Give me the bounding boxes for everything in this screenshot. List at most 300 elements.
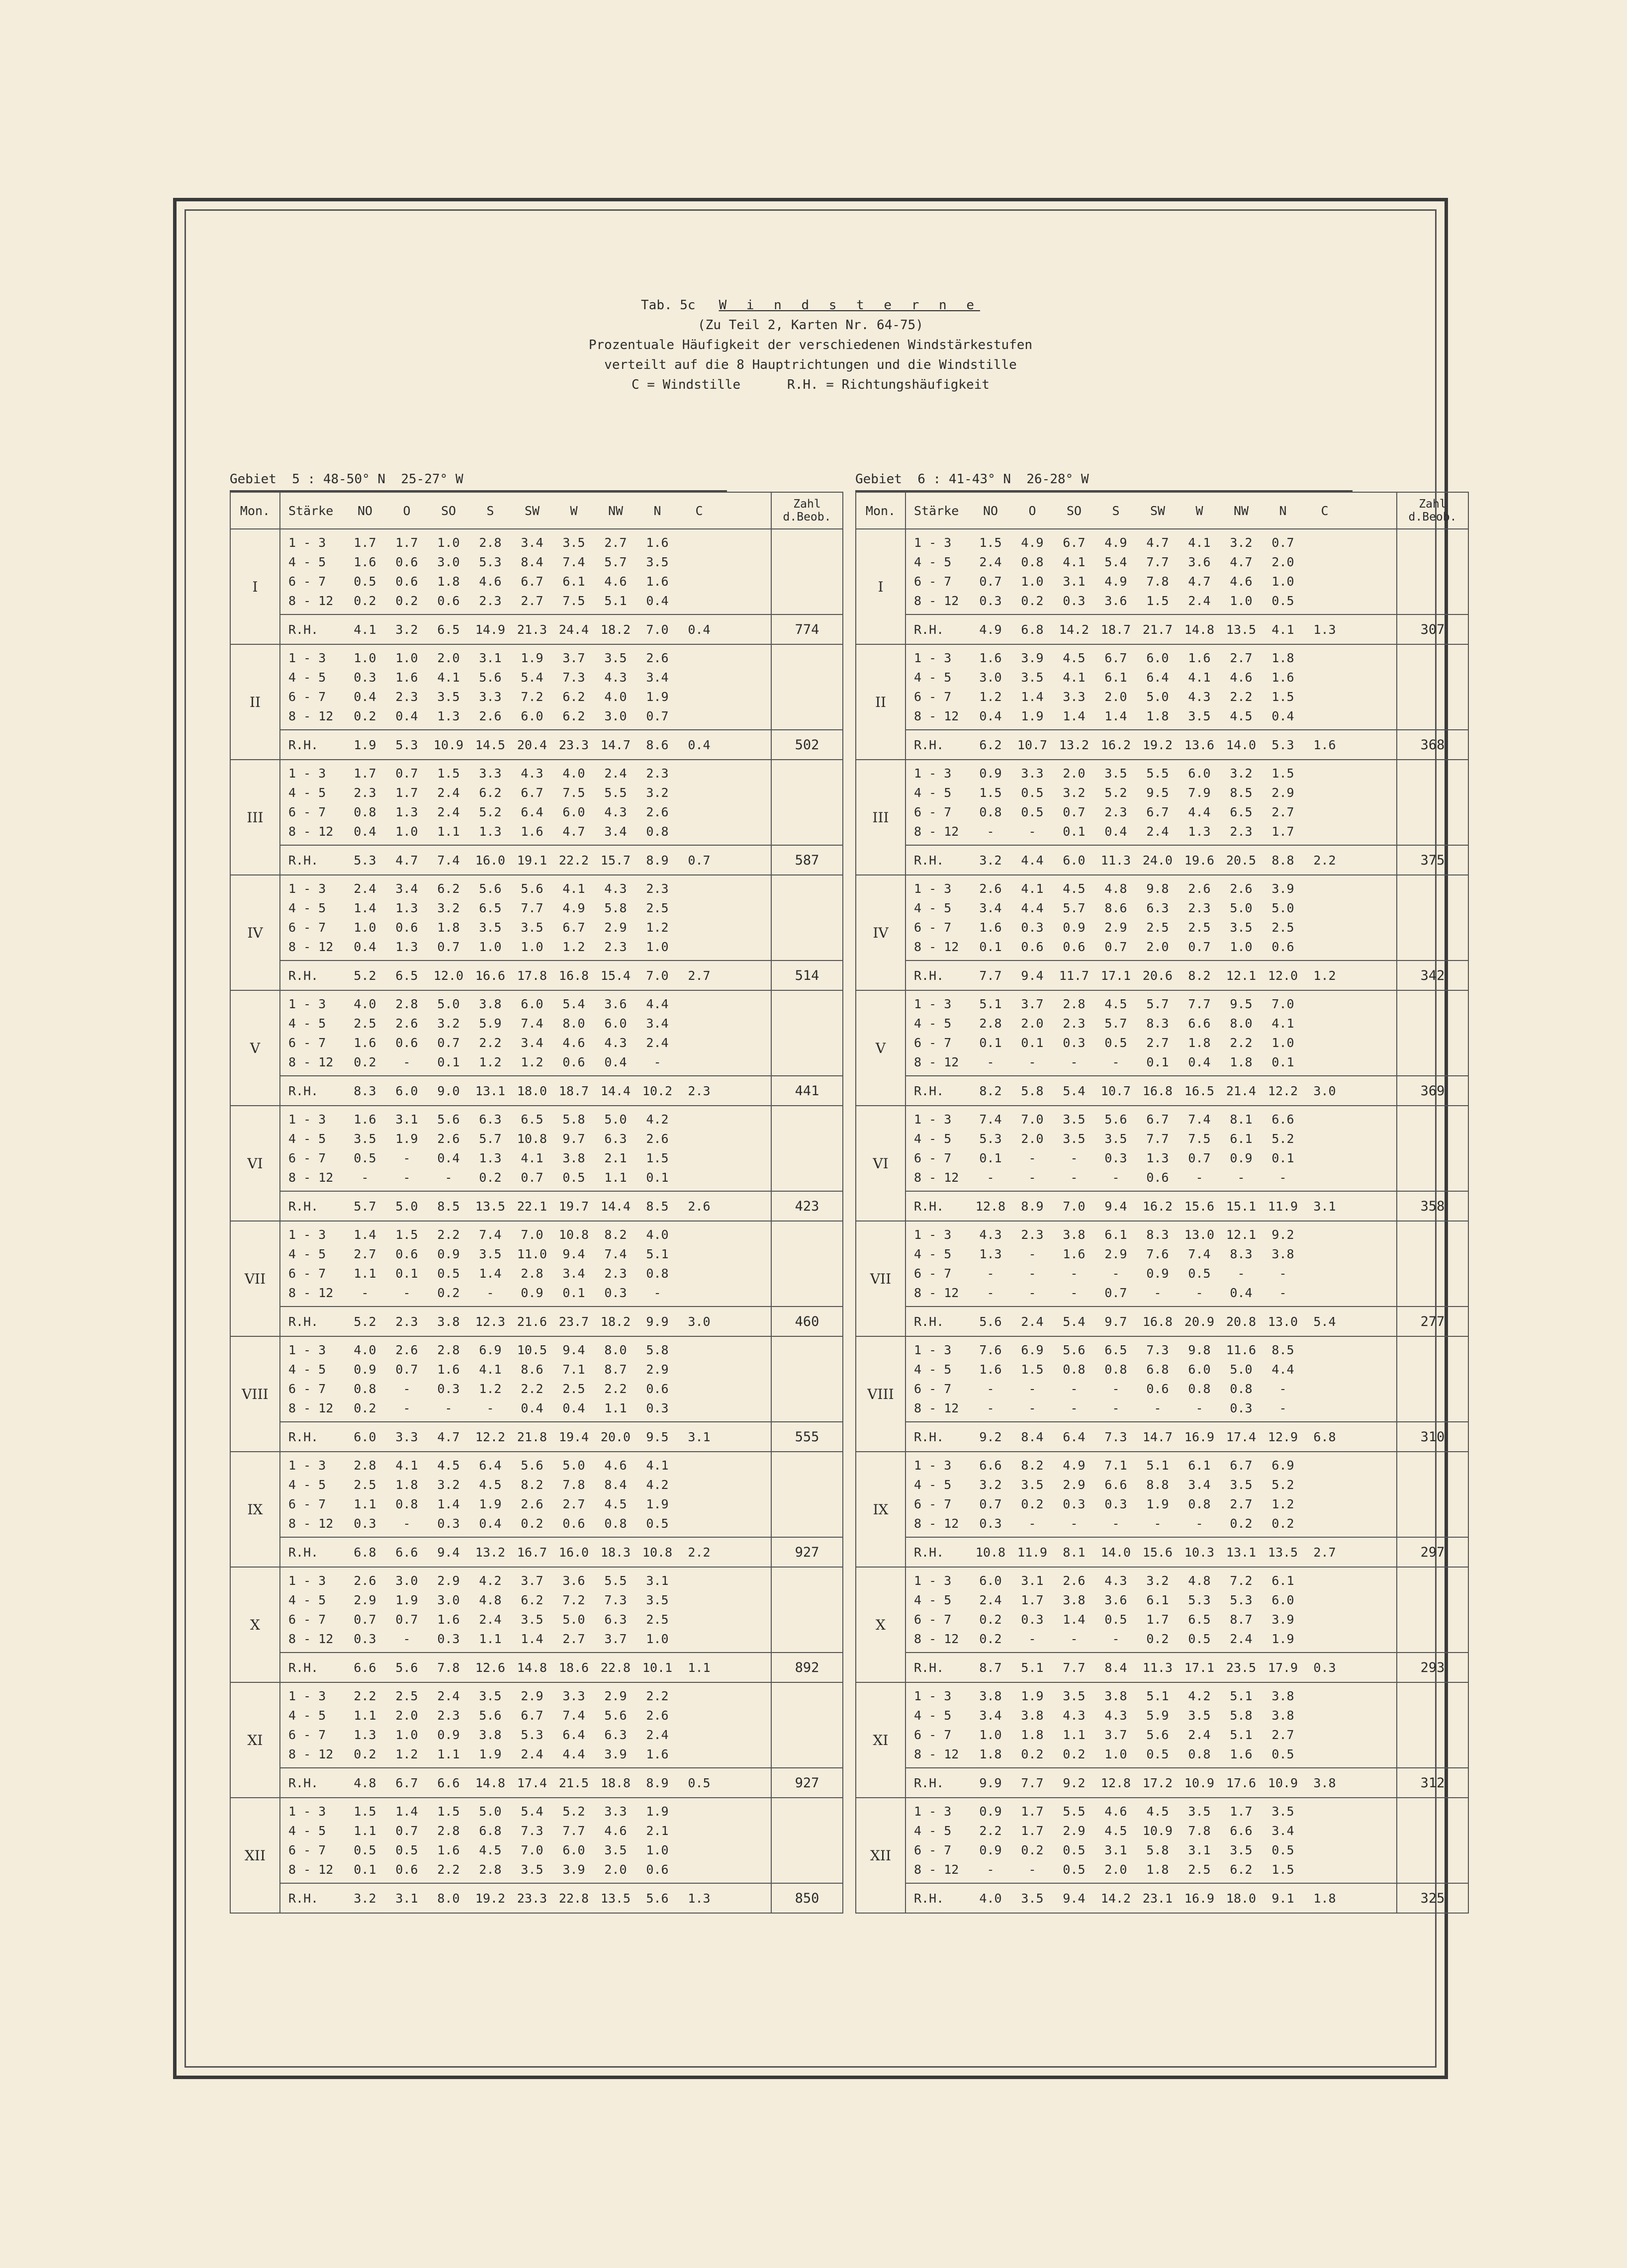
stufe-label: 1 - 3 [914,1689,952,1703]
col-header-direction: SO [1066,503,1082,518]
value-cell [678,572,720,591]
value-cell: 0.7 [437,940,460,954]
value-cell: 6.5 [1104,1343,1127,1357]
value-cell: 2.7 [354,1247,376,1261]
value-cell: - [1237,1170,1245,1185]
rh-value: 14.7 [1142,1429,1173,1444]
rh-value: 5.3 [395,737,418,752]
value-cell: 6.6 [1230,1824,1253,1838]
month-label: X [230,1567,280,1682]
value-cell: 1.0 [521,940,543,954]
value-cell: 0.1 [1271,1055,1294,1069]
rh-value: 18.0 [1226,1891,1257,1906]
month-block [856,990,1468,1076]
col-header-direction: SW [1150,503,1166,518]
value-cell [1304,1494,1346,1514]
value-cell: 0.9 [1063,920,1085,935]
rh-value: 5.4 [1063,1083,1085,1098]
rh-value: 23.5 [1226,1660,1257,1675]
value-cell: 5.0 [604,1112,627,1127]
value-cell: 2.2 [979,1824,1002,1838]
value-cell: 4.3 [604,670,627,685]
count-blank-cell [1397,1452,1468,1537]
value-cell: 2.3 [646,766,669,781]
value-cell: 3.5 [604,1843,627,1857]
value-cell: 8.6 [1104,901,1127,915]
value-cell: 0.3 [979,594,1002,608]
col-header-direction: SW [524,503,540,518]
tab-number: Tab. 5c [641,298,696,313]
value-cell: 2.4 [354,881,376,896]
value-cell: - [1070,1151,1078,1165]
value-cell: 6.0 [562,1843,585,1857]
value-cell: 0.3 [354,1516,376,1531]
value-cell: 0.5 [646,1516,669,1531]
value-cell: 1.6 [979,920,1002,935]
rh-grid [280,1423,771,1451]
value-cell: 7.5 [562,785,585,800]
value-cell: 4.1 [521,1151,543,1165]
stufen-block [905,1221,1397,1307]
value-cell: 3.7 [521,1573,543,1588]
value-cell: 2.4 [521,1747,543,1761]
value-cell: 1.9 [395,1132,418,1146]
value-cell: 6.8 [1146,1362,1169,1377]
value-cell: 2.5 [646,901,669,915]
stufe-label: 4 - 5 [914,1593,952,1607]
rh-value: 16.6 [475,968,506,983]
stufe-label: 6 - 7 [914,1612,952,1627]
rh-label: R.H. [914,1199,944,1214]
value-cell: 3.1 [1021,1573,1044,1588]
value-cell: 0.3 [1230,1401,1253,1415]
rh-row [230,1307,843,1336]
rh-value: 0.4 [688,737,711,752]
rh-value: 13.1 [1226,1545,1257,1560]
month-label: I [856,529,905,644]
stufe-label: 8 - 12 [914,940,959,954]
rh-value: 21.5 [558,1775,589,1790]
rh-value: 4.9 [979,622,1002,637]
value-cell: 3.5 [1063,1689,1085,1703]
month-label: IX [856,1452,905,1567]
value-cell: 4.1 [479,1362,502,1377]
month-label: V [856,990,905,1106]
value-cell [678,1514,720,1533]
rh-row [856,1653,1468,1682]
rh-value: 16.0 [558,1545,589,1560]
value-cell: 7.9 [1188,785,1211,800]
value-cell: 9.4 [562,1343,585,1357]
value-cell: 2.1 [604,1151,627,1165]
value-cell: 1.4 [437,1497,460,1511]
value-cell: 4.8 [1104,881,1127,896]
rh-cell [280,1768,771,1798]
col-header-direction: C [695,503,703,518]
rh-value: 1.6 [1313,737,1336,752]
value-cell [678,764,720,783]
value-cell: 3.8 [979,1689,1002,1703]
rh-value: 8.5 [646,1199,669,1214]
observation-count: 441 [771,1076,843,1106]
stufen-block [905,1798,1397,1883]
value-cell: 10.5 [517,1343,547,1357]
rh-cell [905,1422,1397,1452]
rh-value: 14.9 [475,622,506,637]
value-cell: 7.3 [1146,1343,1169,1357]
stufe-label: 6 - 7 [288,805,326,819]
stufe-label: 8 - 12 [288,940,334,954]
value-cell: 1.4 [1063,1612,1085,1627]
rh-value: 2.3 [395,1314,418,1329]
value-cell: 3.5 [437,690,460,704]
rh-value: 16.9 [1184,1891,1215,1906]
value-cell: - [1237,1266,1245,1281]
value-cell: 5.4 [521,1804,543,1819]
col-header-group [280,492,771,529]
stufe-label: 6 - 7 [288,574,326,589]
value-cell: 0.6 [395,555,418,569]
value-cell: 6.1 [1104,670,1127,685]
value-cell [1304,1725,1346,1745]
value-cell: 0.5 [354,574,376,589]
value-cell [678,1706,720,1725]
value-cell: 4.3 [1063,1708,1085,1723]
value-cell: - [1028,1286,1036,1300]
rh-value: 6.0 [395,1083,418,1098]
stufe-label: 8 - 12 [914,1286,959,1300]
value-cell: 1.3 [479,1151,502,1165]
value-cell: 4.0 [354,997,376,1011]
rh-grid [280,846,771,874]
rh-value: 8.2 [1188,968,1211,983]
observation-count: 850 [771,1883,843,1913]
stufen-block [280,644,771,730]
stufe-label: 8 - 12 [288,1862,334,1877]
value-cell: 5.6 [479,881,502,896]
value-cell: - [1279,1266,1287,1281]
rh-value: 9.4 [1021,968,1044,983]
col-header-direction: SO [441,503,456,518]
value-cell: 5.9 [479,1016,502,1031]
value-cell: 5.6 [1063,1343,1085,1357]
value-cell: 3.5 [521,1862,543,1877]
rh-row [230,845,843,875]
rh-row [230,1768,843,1798]
stufe-label: 1 - 3 [288,651,326,665]
value-cell: 3.4 [979,901,1002,915]
rh-value: 5.4 [1313,1314,1336,1329]
value-cell: 1.2 [1271,1497,1294,1511]
value-cell: 0.2 [1063,1747,1085,1761]
value-cell: 10.8 [558,1227,589,1242]
value-cell: 3.8 [562,1151,585,1165]
value-cell: 0.5 [437,1266,460,1281]
value-cell: 1.6 [979,1362,1002,1377]
value-cell: 0.7 [395,1612,418,1627]
stufen-grid [906,529,1396,614]
value-cell: 7.5 [562,594,585,608]
value-cell: 6.7 [1104,651,1127,665]
rh-cell [905,1653,1397,1682]
stufe-label: 6 - 7 [288,1843,326,1857]
region-title: Gebiet 6 : 41-43° N 26-28° W [855,468,1353,492]
value-cell: 0.4 [604,1055,627,1069]
value-cell: 5.6 [1104,1112,1127,1127]
value-cell [678,1840,720,1860]
value-cell: 2.3 [354,785,376,800]
value-cell: 6.6 [1188,1016,1211,1031]
rh-value: 4.8 [354,1775,376,1790]
col-header-direction: N [653,503,661,518]
stufe-label: 4 - 5 [914,555,952,569]
value-cell: 3.2 [437,901,460,915]
col-header-count-line1: Zahl [793,498,821,511]
rh-value: 3.0 [1313,1083,1336,1098]
stufen-block [280,1798,771,1883]
value-cell: 0.8 [1063,1362,1085,1377]
value-cell: 5.6 [1146,1728,1169,1742]
month-block [856,1682,1468,1768]
value-cell: 1.8 [437,920,460,935]
value-cell: - [1195,1516,1203,1531]
rh-row [230,1191,843,1221]
value-cell: 2.3 [479,594,502,608]
value-cell [678,1725,720,1745]
rh-row [856,1076,1468,1106]
rh-value: 12.6 [475,1660,506,1675]
rh-value: 7.0 [1063,1199,1085,1214]
value-cell: 4.5 [1063,881,1085,896]
col-header-direction: NW [608,503,624,518]
value-cell [1304,1033,1346,1052]
value-cell: 1.0 [646,1632,669,1646]
value-cell: 1.9 [1146,1497,1169,1511]
value-cell: - [1028,1151,1036,1165]
rh-value: 5.3 [354,853,376,868]
value-cell: - [1028,1266,1036,1281]
value-cell [678,533,720,552]
month-label: VII [856,1221,905,1336]
value-cell: - [403,1055,411,1069]
value-cell: 3.5 [646,555,669,569]
value-cell: 0.8 [1188,1382,1211,1396]
value-cell: 2.6 [437,1132,460,1146]
stufen-grid [906,1798,1396,1883]
value-cell: 1.6 [646,1747,669,1761]
rh-cell [280,1191,771,1221]
stufe-label: 4 - 5 [288,1016,326,1031]
value-cell: 3.5 [562,535,585,550]
value-cell: 6.4 [521,805,543,819]
value-cell: 1.0 [1021,574,1044,589]
observation-count: 369 [1397,1076,1468,1106]
value-cell: 1.2 [979,690,1002,704]
value-cell: 0.3 [354,670,376,685]
rh-row [856,1307,1468,1336]
value-cell [1304,1283,1346,1303]
stufe-label: 6 - 7 [914,1382,952,1396]
value-cell: 0.2 [521,1516,543,1531]
value-cell: 2.3 [1104,805,1127,819]
rh-row [856,1768,1468,1798]
stufen-block [280,760,771,845]
value-cell: - [1154,1401,1162,1415]
value-cell [1304,706,1346,726]
value-cell: 6.7 [562,920,585,935]
value-cell: 8.8 [1146,1478,1169,1492]
stufe-label: 4 - 5 [914,1016,952,1031]
rh-value: 12.2 [1267,1083,1298,1098]
rh-label: R.H. [288,1314,319,1329]
rh-value: 9.9 [979,1775,1002,1790]
value-cell [678,1610,720,1629]
value-cell: 6.0 [604,1016,627,1031]
value-cell [678,937,720,957]
month-block [856,1567,1468,1653]
value-cell: 0.9 [1230,1151,1253,1165]
value-cell: 7.4 [1188,1247,1211,1261]
month-block [856,1798,1468,1883]
value-cell: 2.8 [437,1824,460,1838]
value-cell: 6.2 [479,785,502,800]
value-cell: 0.3 [1104,1151,1127,1165]
observation-count: 358 [1397,1191,1468,1221]
value-cell: 7.8 [1188,1824,1211,1838]
value-cell: 2.5 [1271,920,1294,935]
observation-count: 342 [1397,960,1468,990]
value-cell [678,994,720,1014]
value-cell: 4.3 [1104,1708,1127,1723]
rh-value: 7.8 [437,1660,460,1675]
value-cell: 7.7 [562,1824,585,1838]
rh-value: 9.1 [1271,1891,1294,1906]
stufen-block [280,1682,771,1768]
value-cell: 0.5 [1271,594,1294,608]
value-cell: 0.3 [354,1632,376,1646]
value-cell: 7.4 [979,1112,1002,1127]
rh-value: 15.6 [1142,1545,1173,1560]
month-block [856,1336,1468,1422]
stufe-label: 4 - 5 [914,1708,952,1723]
stufe-label: 1 - 3 [914,651,952,665]
value-cell [678,1379,720,1398]
value-cell: 6.5 [1188,1612,1211,1627]
value-cell: 0.8 [1188,1747,1211,1761]
rh-value: 21.7 [1142,622,1173,637]
value-cell [678,1686,720,1706]
value-cell: - [1195,1286,1203,1300]
rh-grid [906,1769,1396,1797]
value-cell: 8.2 [1021,1458,1044,1473]
stufen-grid [906,1337,1396,1421]
stufen-block [905,1567,1397,1653]
value-cell: 0.1 [979,1151,1002,1165]
rh-value: 8.2 [979,1083,1002,1098]
value-cell: 1.4 [1104,709,1127,723]
value-cell: 4.5 [437,1458,460,1473]
rh-value: 2.4 [1021,1314,1044,1329]
stufe-label: 4 - 5 [914,1362,952,1377]
rh-cell [280,730,771,760]
rh-value: 4.1 [354,622,376,637]
rh-value: 13.5 [1267,1545,1298,1560]
value-cell: 0.5 [354,1151,376,1165]
value-cell: 0.8 [979,805,1002,819]
rh-cell [280,960,771,990]
rh-value: 12.2 [475,1429,506,1444]
stufe-label: 8 - 12 [914,1632,959,1646]
value-cell: 4.6 [1230,670,1253,685]
value-cell: 7.7 [1188,997,1211,1011]
value-cell: 3.8 [1271,1708,1294,1723]
value-cell: 11.0 [517,1247,547,1261]
value-cell: 1.2 [521,1055,543,1069]
value-cell: 6.5 [1230,805,1253,819]
value-cell [1304,1745,1346,1764]
value-cell: - [403,1170,411,1185]
rh-value: 11.9 [1267,1199,1298,1214]
value-cell: 8.1 [1230,1112,1253,1127]
value-cell [678,668,720,687]
stufen-block [905,1452,1397,1537]
month-block [230,644,843,730]
rh-value: 12.8 [1100,1775,1131,1790]
value-cell: 0.7 [354,1612,376,1627]
value-cell: 1.4 [1063,709,1085,723]
stufe-label: 1 - 3 [914,1112,952,1127]
stufe-label: 6 - 7 [914,1728,952,1742]
value-cell: - [1279,1401,1287,1415]
stufe-label: 1 - 3 [914,1573,952,1588]
rh-grid [280,1654,771,1681]
value-cell: 6.1 [1104,1227,1127,1242]
value-cell: 0.9 [354,1362,376,1377]
value-cell: 0.6 [646,1382,669,1396]
value-cell: 0.7 [395,1824,418,1838]
value-cell: 2.5 [354,1016,376,1031]
rh-value: 8.4 [1021,1429,1044,1444]
stufen-block [280,990,771,1076]
value-cell: 6.2 [437,881,460,896]
value-cell: 6.1 [1271,1573,1294,1588]
count-blank-cell [771,1798,843,1883]
value-cell: 7.4 [521,1016,543,1031]
value-cell: 1.9 [1271,1632,1294,1646]
rh-value: 13.1 [475,1083,506,1098]
value-cell: 9.7 [562,1132,585,1146]
value-cell: 2.9 [604,920,627,935]
value-cell: - [1154,1286,1162,1300]
value-cell [1304,1571,1346,1590]
value-cell: 2.4 [437,1689,460,1703]
stufe-label: 6 - 7 [914,1497,952,1511]
month-block [230,1567,843,1653]
value-cell: 2.2 [1230,690,1253,704]
value-cell: 2.8 [1063,997,1085,1011]
value-cell: - [1070,1632,1078,1646]
value-cell: 1.0 [354,920,376,935]
value-cell: 5.7 [479,1132,502,1146]
value-cell: 2.4 [1230,1632,1253,1646]
value-cell: 2.7 [562,1497,585,1511]
value-cell: 1.1 [1063,1728,1085,1742]
value-cell: 2.8 [979,1016,1002,1031]
value-cell: 3.8 [479,1728,502,1742]
rh-value: 15.6 [1184,1199,1215,1214]
value-cell: 2.0 [604,1862,627,1877]
stufen-grid [280,991,771,1075]
